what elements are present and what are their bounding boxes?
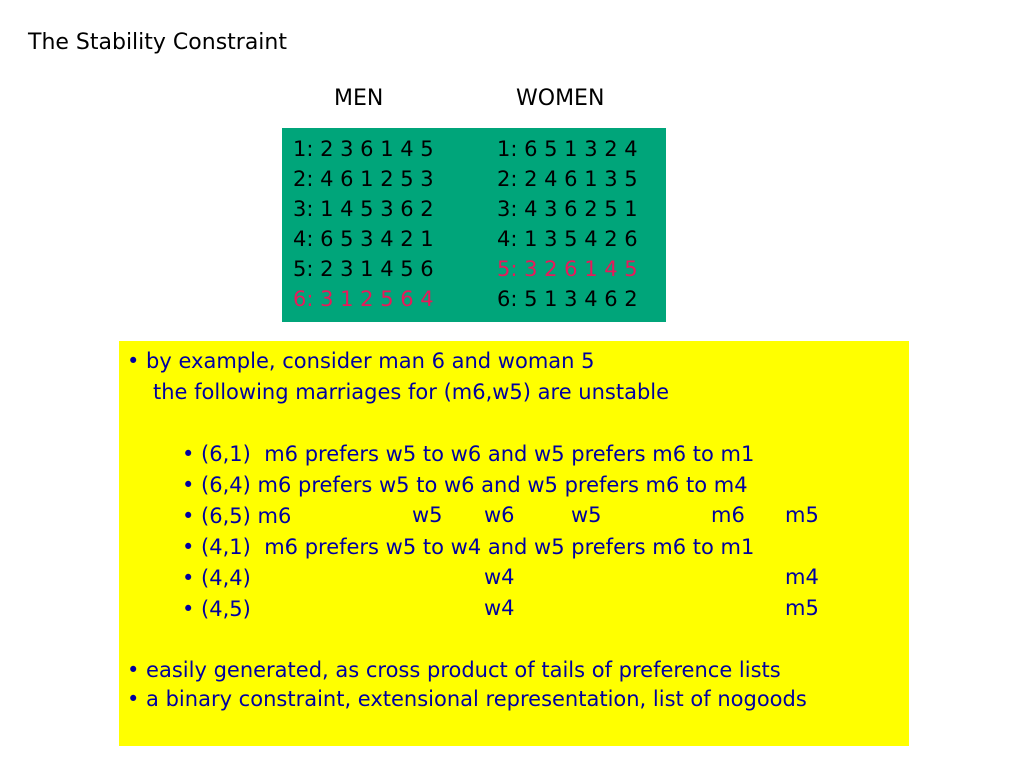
sub-bullet-4-4-m4: m4 bbox=[785, 565, 819, 589]
sub-bullet-6-5-w5b: w5 bbox=[571, 503, 602, 527]
sub-bullet-4-4-w4: w4 bbox=[484, 565, 515, 589]
bullet-example: • by example, consider man 6 and woman 5 bbox=[127, 349, 595, 373]
men-preferences bbox=[293, 134, 434, 314]
sub-bullet-6-5-m5: m5 bbox=[785, 503, 819, 527]
bullet-binary-constraint: • a binary constraint, extensional representation, list of nogoods bbox=[127, 687, 807, 711]
slide-title: The Stability Constraint bbox=[28, 30, 287, 55]
notes-box bbox=[119, 341, 909, 746]
women-pref-row-3: 3: 4 3 6 2 5 1 bbox=[497, 197, 638, 221]
sub-bullet-6-5-w6: w6 bbox=[484, 503, 515, 527]
men-pref-row-5: 5: 2 3 1 4 5 6 bbox=[293, 257, 434, 281]
men-pref-row-4: 4: 6 5 3 4 2 1 bbox=[293, 227, 434, 251]
sub-bullet-6-1: • (6,1) m6 prefers w5 to w6 and w5 prefers m6 to m1 bbox=[182, 442, 755, 466]
men-pref-row-2: 2: 4 6 1 2 5 3 bbox=[293, 167, 434, 191]
preference-table bbox=[282, 128, 666, 322]
men-header: MEN bbox=[334, 86, 384, 111]
sub-bullet-4-1: • (4,1) m6 prefers w5 to w4 and w5 prefers m6 to m1 bbox=[182, 535, 755, 559]
sub-bullet-4-5-m5: m5 bbox=[785, 596, 819, 620]
men-pref-row-6-highlighted: 6: 3 1 2 5 6 4 bbox=[293, 287, 434, 311]
sub-bullet-4-5: • (4,5) bbox=[182, 597, 251, 621]
sub-bullet-6-5-m6: m6 bbox=[711, 503, 745, 527]
sub-bullet-4-5-w4: w4 bbox=[484, 596, 515, 620]
sub-bullet-6-5-w5a: w5 bbox=[412, 503, 443, 527]
women-preferences bbox=[497, 134, 638, 314]
sub-bullet-6-5: • (6,5) m6 bbox=[182, 504, 292, 528]
sub-bullet-6-4: • (6,4) m6 prefers w5 to w6 and w5 prefers m6 to m4 bbox=[182, 473, 748, 497]
bullet-example-continuation: the following marriages for (m6,w5) are unstable bbox=[153, 380, 670, 404]
bullet-cross-product: • easily generated, as cross product of tails of preference lists bbox=[127, 658, 781, 682]
women-pref-row-2: 2: 2 4 6 1 3 5 bbox=[497, 167, 638, 191]
women-pref-row-5-highlighted: 5: 3 2 6 1 4 5 bbox=[497, 257, 638, 281]
men-pref-row-1: 1: 2 3 6 1 4 5 bbox=[293, 137, 434, 161]
women-pref-row-6: 6: 5 1 3 4 6 2 bbox=[497, 287, 638, 311]
women-pref-row-4: 4: 1 3 5 4 2 6 bbox=[497, 227, 638, 251]
sub-bullet-4-4: • (4,4) bbox=[182, 566, 251, 590]
men-pref-row-3: 3: 1 4 5 3 6 2 bbox=[293, 197, 434, 221]
women-pref-row-1: 1: 6 5 1 3 2 4 bbox=[497, 137, 638, 161]
women-header: WOMEN bbox=[516, 86, 605, 111]
